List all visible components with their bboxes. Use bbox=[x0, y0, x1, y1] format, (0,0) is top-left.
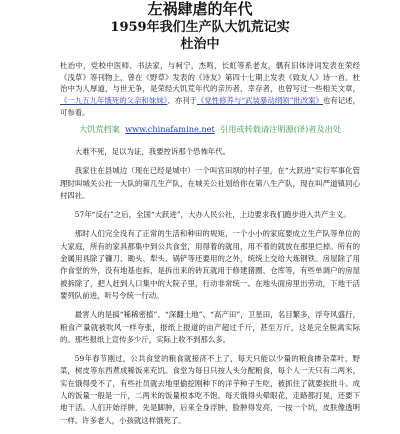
intro-text-between: 、亦刊于 bbox=[167, 96, 197, 106]
archive-label: 大饥荒档案 bbox=[78, 124, 120, 134]
intro-text-after: 也有记述，可参看。 bbox=[60, 96, 360, 117]
intro-text: 杜治中，党校中医师、书法家，与柯宁，杰鸣，长虹等系老友，偶有旧体诗词发表在荣经《浅草》等刊物上，曾在《野草》发表的《诗友》第四十七期上发表《致友人》诗一首。杜治中为人厚道，与世无争，是荣经大饥荒年代的亲历者、幸存者，也曾写过一些相关文章， bbox=[60, 61, 360, 94]
article-link-famine-father[interactable]: 《一九五九年饿死的父亲和妹妹》 bbox=[60, 96, 168, 106]
body-paragraph: 那时人们完全没有了正常的生活和种田的规矩，一个小小的家庭要成立生产队等单位的大家庭，所有的家具都集中到公共食堂，用得着的就用，用不着的就放在那里烂掉。所有的金属用具除了镰刀、锄头、犁头、锅铲等还要用的之外，统统上交给大炼钢铁。房屋除了用作食堂的外，没有地基也拆，是拆出来的砖瓦就用于修建猪圈、仓库等，有些单调户的房屋被拆除了，把人赶到人口集中的大院子里，行动非常统一。在地头面房里出劳动，下地干活要列队前进，听号令统一行动。 bbox=[60, 229, 360, 300]
body-paragraph: 最害人的是搞“稀稀密植”、“深翻土地”、“高产田”，卫星田，名目繁多，浮夸风盛行，粮食产量就被吹风一样夸张，报纸上报道的亩产超过千斤，甚至万斤，这是完全脱离实际的。那些报纸上宣传多少斤，实际上收不到那么多。 bbox=[60, 310, 360, 344]
archive-note: 引用或转载请注明源(译)者及出处 bbox=[220, 124, 342, 134]
body-paragraph: 大难不死，足以为证，我要控诉那个恐怖年代。 bbox=[74, 147, 231, 156]
body-paragraph: 57年“反右”之后，全国“大跃进”，大办人民公社，上边要求我们跑步进入共产主义。 bbox=[74, 210, 351, 220]
author-intro bbox=[60, 60, 360, 119]
page-title: 左祸肆虐的年代 bbox=[147, 0, 253, 18]
author-name: 杜治中 bbox=[180, 37, 220, 52]
archive-url-link[interactable]: www.chinafamine.net bbox=[125, 124, 215, 134]
body-paragraph: 59年春节刚过，公共食堂的粮食就接济不上了，每天只能以少量的粮食掺杂菜叶，野菜，树皮等东西煮成稀饭来充饥。食堂为每日只按人头分配粮食，每个人一天只有二两米，实在饿得受不了，有些社员就去地里偷挖刚种下的洋芋种子生吃，被抓住了就要挨批斗。成人的饭量一般是一斤，二两米的饭量根本吃不饱。每天饿得头晕眼花，走路都打晃，还要下地干活。人们开始浮肿，先是脚肿，后来全身浮肿，脸肿得发亮，一按一个坑，皮肤像透明一样。许多老人，小孩就这样饿死了。 bbox=[60, 354, 360, 425]
body-paragraph: 我家住在县城边（现在已经是城中）一个叫官田坝的村子里，在“大跃进”实行军事化管理时叫城关公社一大队的第几生产队，在城关公社划给你在第八生产队，现在叫严道镇同心村四社。 bbox=[60, 166, 360, 200]
page-subtitle: 1959年我们生产队大饥荒记实 bbox=[110, 20, 290, 35]
article-body bbox=[60, 146, 360, 434]
article-link-party-discipline[interactable]: 《党性修养与“武装暴动纲领”批改案》 bbox=[196, 96, 323, 106]
archive-line bbox=[60, 124, 360, 135]
